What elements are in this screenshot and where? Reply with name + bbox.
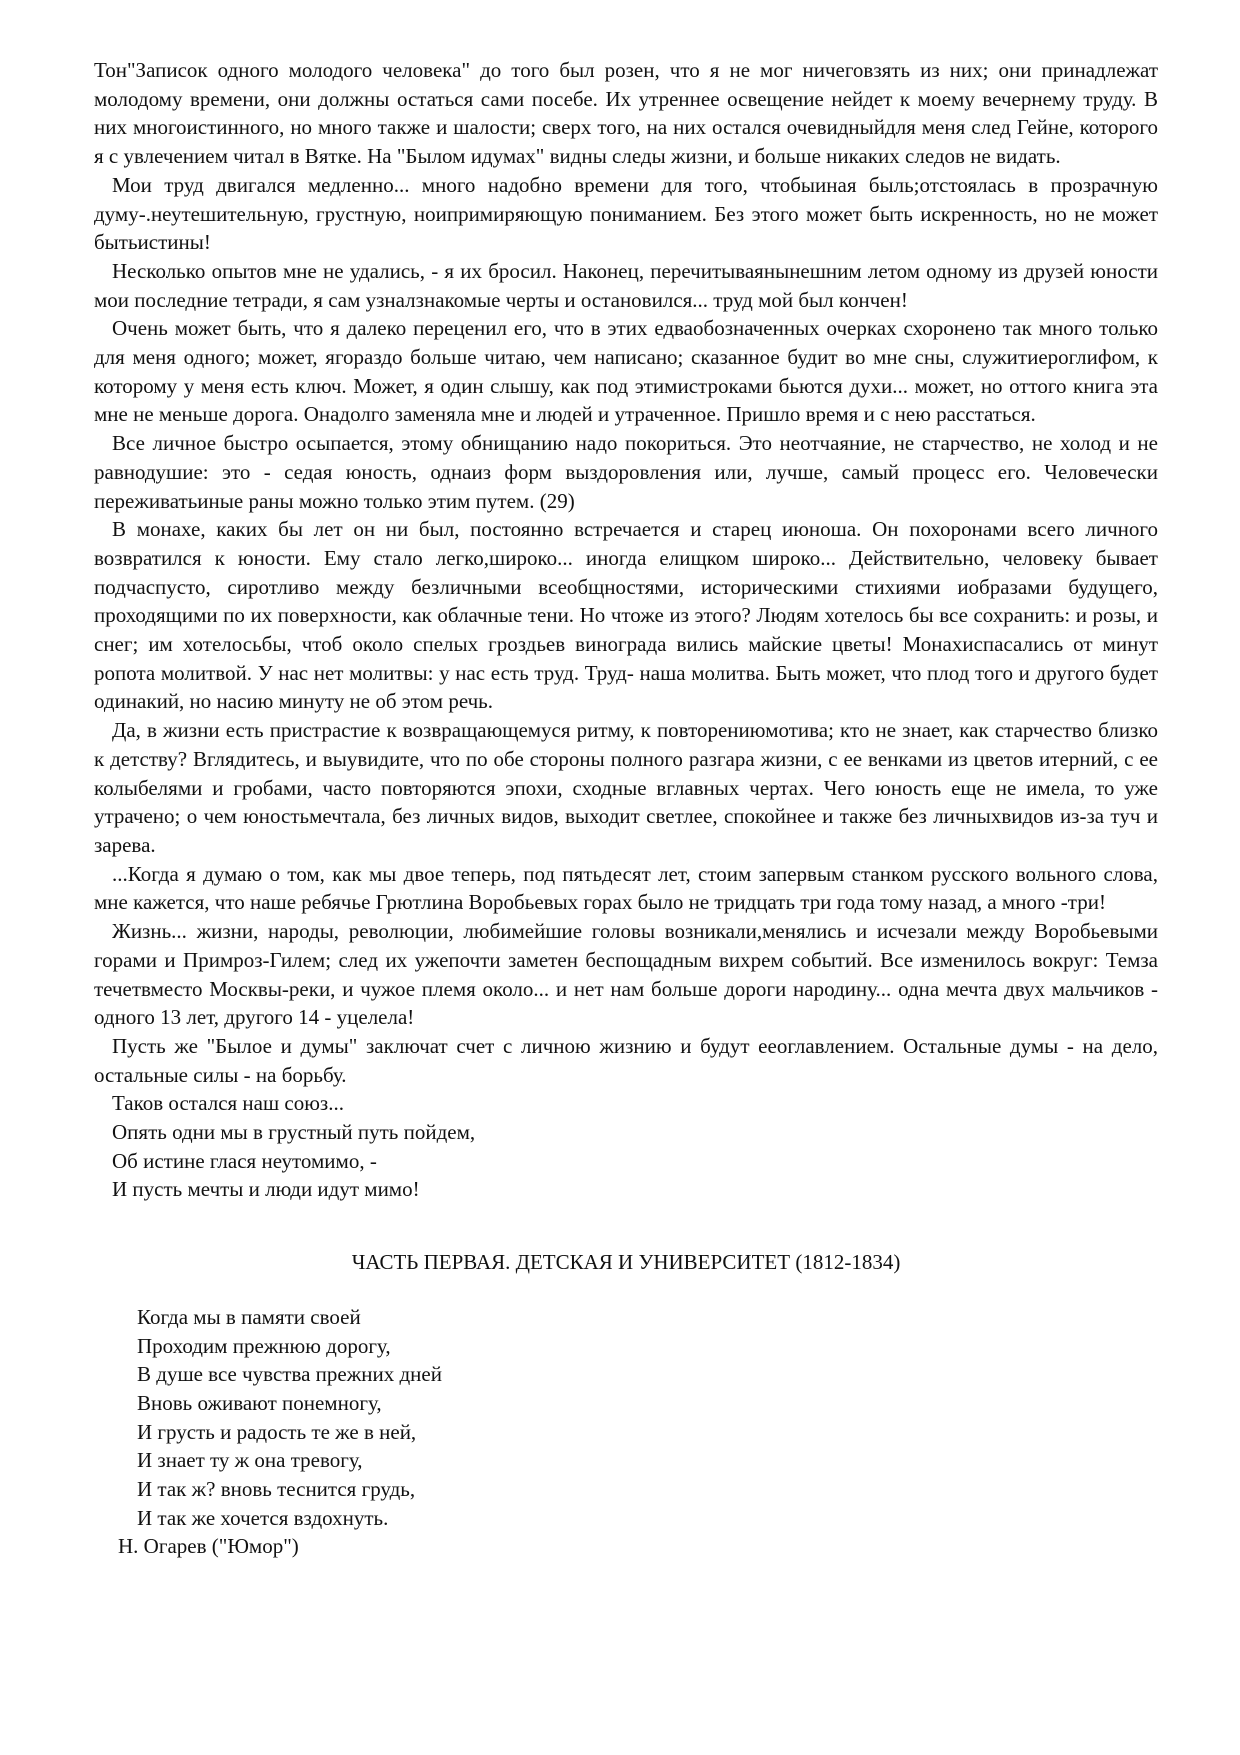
- paragraph: Да, в жизни есть пристрастие к возвращающемуся ритму, к повторениюмотива; кто не знает, как старчество близко к детству? Вглядитесь, и выувидите, что по обе стороны полного разгара жизни, с ее венками из цветов итерний, с ее колыбелями и гробами, часто повторяются эпохи, сходные вглавных чертах. Чего юность еще не имела, то уже утрачено; о чем юностьмечтала, без личных видов, выходит светлее, спокойнее и также без личныхвидов из-за туч и зарева.: [94, 718, 1158, 857]
- poem-line: Проходим прежнюю дорогу,: [137, 1333, 391, 1358]
- verse-line: Опять одни мы в грустный путь пойдем,: [112, 1120, 476, 1145]
- poem-line: И так ж? вновь теснится грудь,: [137, 1477, 416, 1502]
- paragraph: Жизнь... жизни, народы, революции, любимейшие головы возникали,менялись и исчезали между Воробьевыми горами и Примроз-Гилем; след их ужепочти заметен беспощадным вихрем событий. Все изменилось вокруг: Темза течетвместо Москвы-реки, и чужое племя около... и нет нам больше дороги народину... одна мечта двух мальчиков - одного 13 лет, другого 14 - уцелела!: [94, 919, 1158, 1030]
- document-page: [94, 56, 1158, 1561]
- poem-line: И так же хочется вздохнуть.: [137, 1505, 389, 1530]
- paragraph: Очень может быть, что я далеко переценил его, что в этих едваобозначенных очерках схоронено так много только для меня одного; может, ягораздо больше читаю, чем написано; сказанное будит во мне сны, служитиероглифом, к которому у меня есть ключ. Может, я один слышу, как под этимистроками бьются духи... может, но оттого книга эта мне не меньше дорога. Онадолго заменяла мне и людей и утраченное. Пришло время и с нею расстаться.: [94, 316, 1158, 427]
- paragraph: Несколько опытов мне не удались, - я их бросил. Наконец, перечитываянынешним летом одному из друзей юности мои последние тетради, я сам узналзнакомые черты и остановился... труд мой был кончен!: [94, 258, 1158, 312]
- epigraph-poem: [94, 1303, 1158, 1533]
- paragraph: В монахе, каких бы лет он ни был, постоянно встречается и старец июноша. Он похоронами всего личного возвратился к юности. Ему стало легко,широко... иногда елищком широко... Действительно, человеку бывает подчаспусто, сиротливо между безличными всеобщностями, историческими стихиями иобразами будущего, проходящими по их поверхности, как облачные тени. Но чтоже из этого? Людям хотелось бы все сохранить: и розы, и снег; им хотелосьбы, чтоб около спелых гроздьев винограда вились майские цветы! Монахиспасались от минут ропота молитвой. У нас нет молитвы: у нас есть труд. Труд- наша молитва. Быть может, что плод того и другого будет одинакий, но насию минуту не об этом речь.: [94, 517, 1158, 714]
- verse-block: [94, 1089, 1158, 1204]
- poem-line: И грусть и радость те же в ней,: [137, 1419, 417, 1444]
- verse-line: Об истине глася неутомимо, -: [112, 1148, 377, 1173]
- poem-attribution: Н. Огарев ("Юмор"): [118, 1534, 299, 1559]
- verse-line: Таков остался наш союз...: [112, 1091, 344, 1116]
- verse-line: И пусть мечты и люди идут мимо!: [112, 1177, 420, 1202]
- poem-line: И знает ту ж она тревогу,: [137, 1448, 363, 1473]
- section-heading: ЧАСТЬ ПЕРВАЯ. ДЕТСКАЯ И УНИВЕРСИТЕТ (1812-1834): [351, 1250, 901, 1275]
- poem-line: Вновь оживают понемногу,: [137, 1390, 382, 1415]
- poem-line: Когда мы в памяти своей: [137, 1304, 361, 1329]
- paragraph: Пусть же "Былое и думы" заключат счет с личною жизнию и будут ееоглавлением. Остальные думы - на дело, остальные силы - на борьбу.: [94, 1033, 1158, 1087]
- paragraph: ...Когда я думаю о том, как мы двое теперь, под пятьдесят лет, стоим запервым станком русского вольного слова, мне кажется, что наше ребячье Грютлина Воробьевых горах было не тридцать три года тому назад, а много -три!: [94, 861, 1158, 915]
- paragraph: Тон"Записок одного молодого человека" до того был розен, что я не мог ничеговзять из них; они принадлежат молодому времени, они должны остаться сами посебе. Их утреннее освещение нейдет к моему вечернему труду. В них многоистинного, но много также и шалости; сверх того, на них остался очевидныйдля меня след Гейне, которого я с увлечением читал в Вятке. На "Былом идумах" видны следы жизни, и больше никаких следов не видать.: [94, 58, 1158, 169]
- paragraph: Все личное быстро осыпается, этому обнищанию надо покориться. Это неотчаяние, не старчество, не холод и не равнодушие: это - седая юность, однаиз форм выздоровления или, лучше, самый процесс его. Человечески переживатьиные раны можно только этим путем. (29): [94, 431, 1158, 513]
- poem-line: В душе все чувства прежних дней: [137, 1362, 442, 1387]
- paragraph: Мои труд двигался медленно... много надобно времени для того, чтобыиная быль;отстоялась в прозрачную думу-.неутешительную, грустную, ноипримиряющую пониманием. Без этого может быть искренность, но не может бытьистины!: [94, 172, 1158, 255]
